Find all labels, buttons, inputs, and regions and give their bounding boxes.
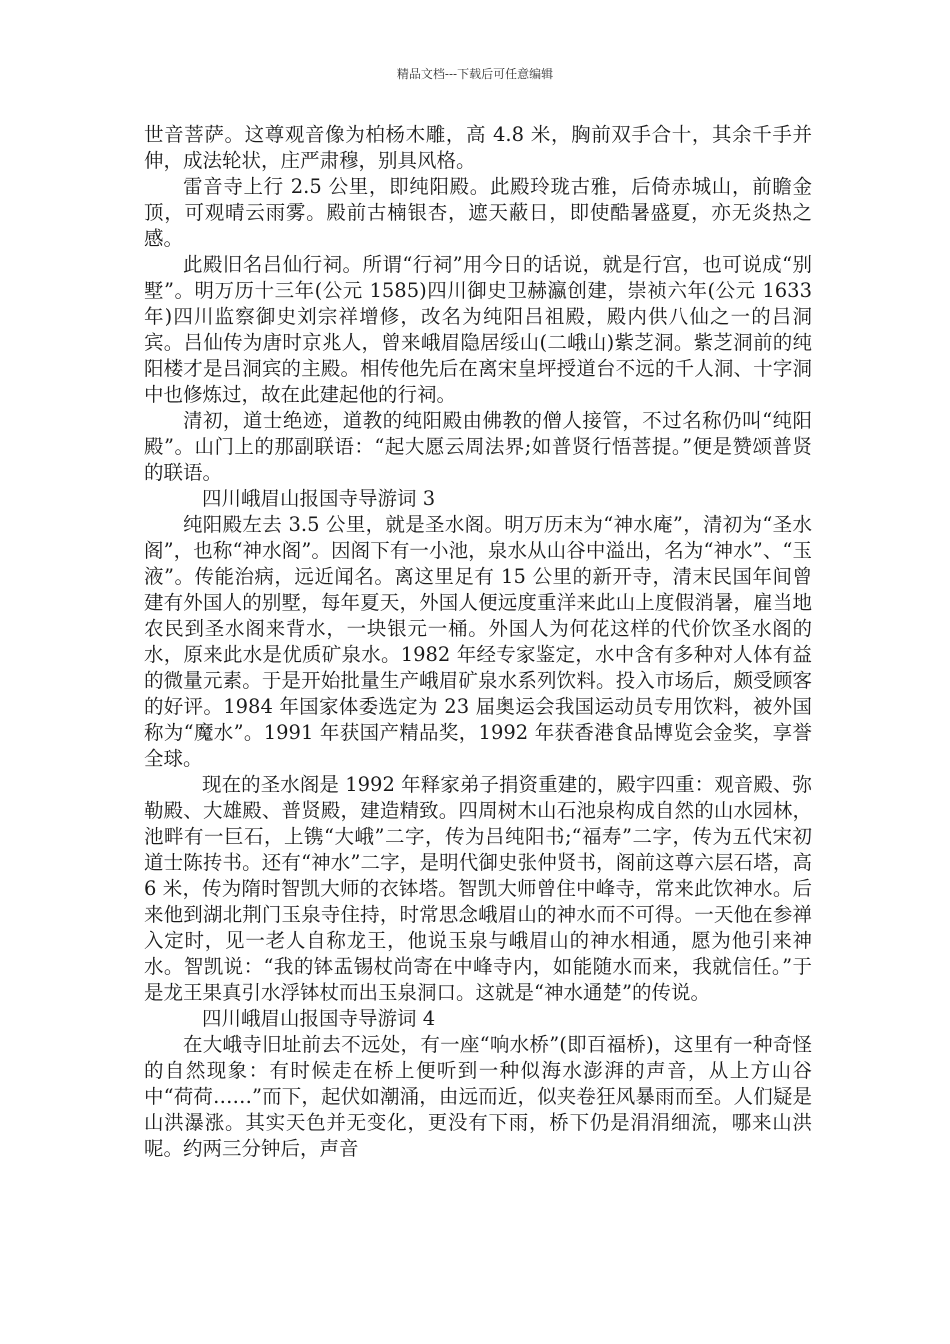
document-body [144,122,812,1162]
paragraph-holy-water-pavilion: 纯阳殿左去 3.5 公里，就是圣水阁。明万历末为“神水庵”，清初为“圣水阁”，也称“神水阁”。因阁下有一小池，泉水从山谷中溢出，名为“神水”、“玉液”。传能治病，远近闻名。离这里足有 15 公里的新开寺，清末民国年间曾建有外国人的别墅，每年夏天，外国人便远度重洋来此山上度假消暑，雇当地农民到圣水阁来背水，一块银元一桶。外国人为何花这样的代价饮圣水阁的水，原来此水是优质矿泉水。1982 年经专家鉴定，水中含有多种对人体有益的微量元素。于是开始批量生产峨眉矿泉水系列饮料。投入市场后，颇受顾客的好评。1984 年国家体委选定为 23 届奥运会我国运动员专用饮料，被外国称为“魔水”。1991 年获国产精品奖，1992 年获香港食品博览会金奖，享誉全球。 [144,513,812,770]
section-heading-3: 四川峨眉山报国寺导游词 3 [202,487,436,510]
paragraph-echo-bridge: 在大峨寺旧址前去不远处，有一座“响水桥”(即百福桥)，这里有一种奇怪的自然现象：有时候走在桥上便听到一种似海水澎湃的声音，从上方山谷中“荷荷……”而下，起伏如潮涌，由远而近，似夹卷狂风暴雨而至。人们疑是山洪瀑涨。其实天色并无变化，更没有下雨，桥下仍是涓涓细流，哪来山洪呢。约两三分钟后，声音 [144,1033,812,1160]
paragraph-lvxian-shrine: 此殿旧名吕仙行祠。所谓“行祠”用今日的话说，就是行宫，也可说成“别墅”。明万历十三年(公元 1585)四川御史卫赫瀛创建，崇祯六年(公元 1633 年)四川监察御史刘宗祥增修，改名为纯阳吕祖殿，殿内供八仙之一的吕洞宾。吕仙传为唐时京兆人，曾来峨眉隐居绥山(二峨山)紫芝洞。紫芝洞前的纯阳楼才是吕洞宾的主殿。相传他先后在离宋皇坪授道台不远的千人洞、十字洞中也修炼过，故在此建起他的行祠。 [144,253,812,406]
paragraph-continuation: 世音菩萨。这尊观音像为柏杨木雕，高 4.8 米，胸前双手合十，其余千手并伸，成法轮状，庄严肃穆，别具风格。 [144,123,812,172]
section-heading-4: 四川峨眉山报国寺导游词 4 [202,1007,436,1030]
paragraph-rebuilt-pavilion: 现在的圣水阁是 1992 年释家弟子捐资重建的，殿宇四重：观音殿、弥勒殿、大雄殿、普贤殿，建造精致。四周树木山石池泉构成自然的山水园林，池畔有一巨石，上镌“大峨”二字，传为吕纯阳书;“福寿”二字，传为五代宋初道士陈抟书。还有“神水”二字，是明代御史张仲贤书，阁前这尊六层石塔，高 6 米，传为隋时智凯大师的衣钵塔。智凯大师曾住中峰寺，常来此饮神水。后来他到湖北荆门玉泉寺住持，时常思念峨眉山的神水而不可得。一天他在参禅入定时，见一老人自称龙王，他说玉泉与峨眉山的神水相通，愿为他引来神水。智凯说：“我的钵盂锡杖尚寄在中峰寺内，如能随水而来，我就信任。”于是龙王果真引水浮钵杖而出玉泉洞口。这就是“神水通楚”的传说。 [144,773,812,1004]
paragraph-qing-dynasty: 清初，道士绝迹，道教的纯阳殿由佛教的僧人接管，不过名称仍叫“纯阳殿”。山门上的那副联语：“起大愿云周法界;如普贤行悟菩提。”便是赞颂普贤的联语。 [144,409,812,484]
paragraph-chunyang-hall: 雷音寺上行 2.5 公里，即纯阳殿。此殿玲珑古雅，后倚赤城山，前瞻金顶，可观晴云雨雾。殿前古楠银杏，遮天蔽日，即使酷暑盛夏，亦无炎热之感。 [144,175,812,250]
page-header: 精品文档---下载后可任意编辑 [396,67,554,81]
